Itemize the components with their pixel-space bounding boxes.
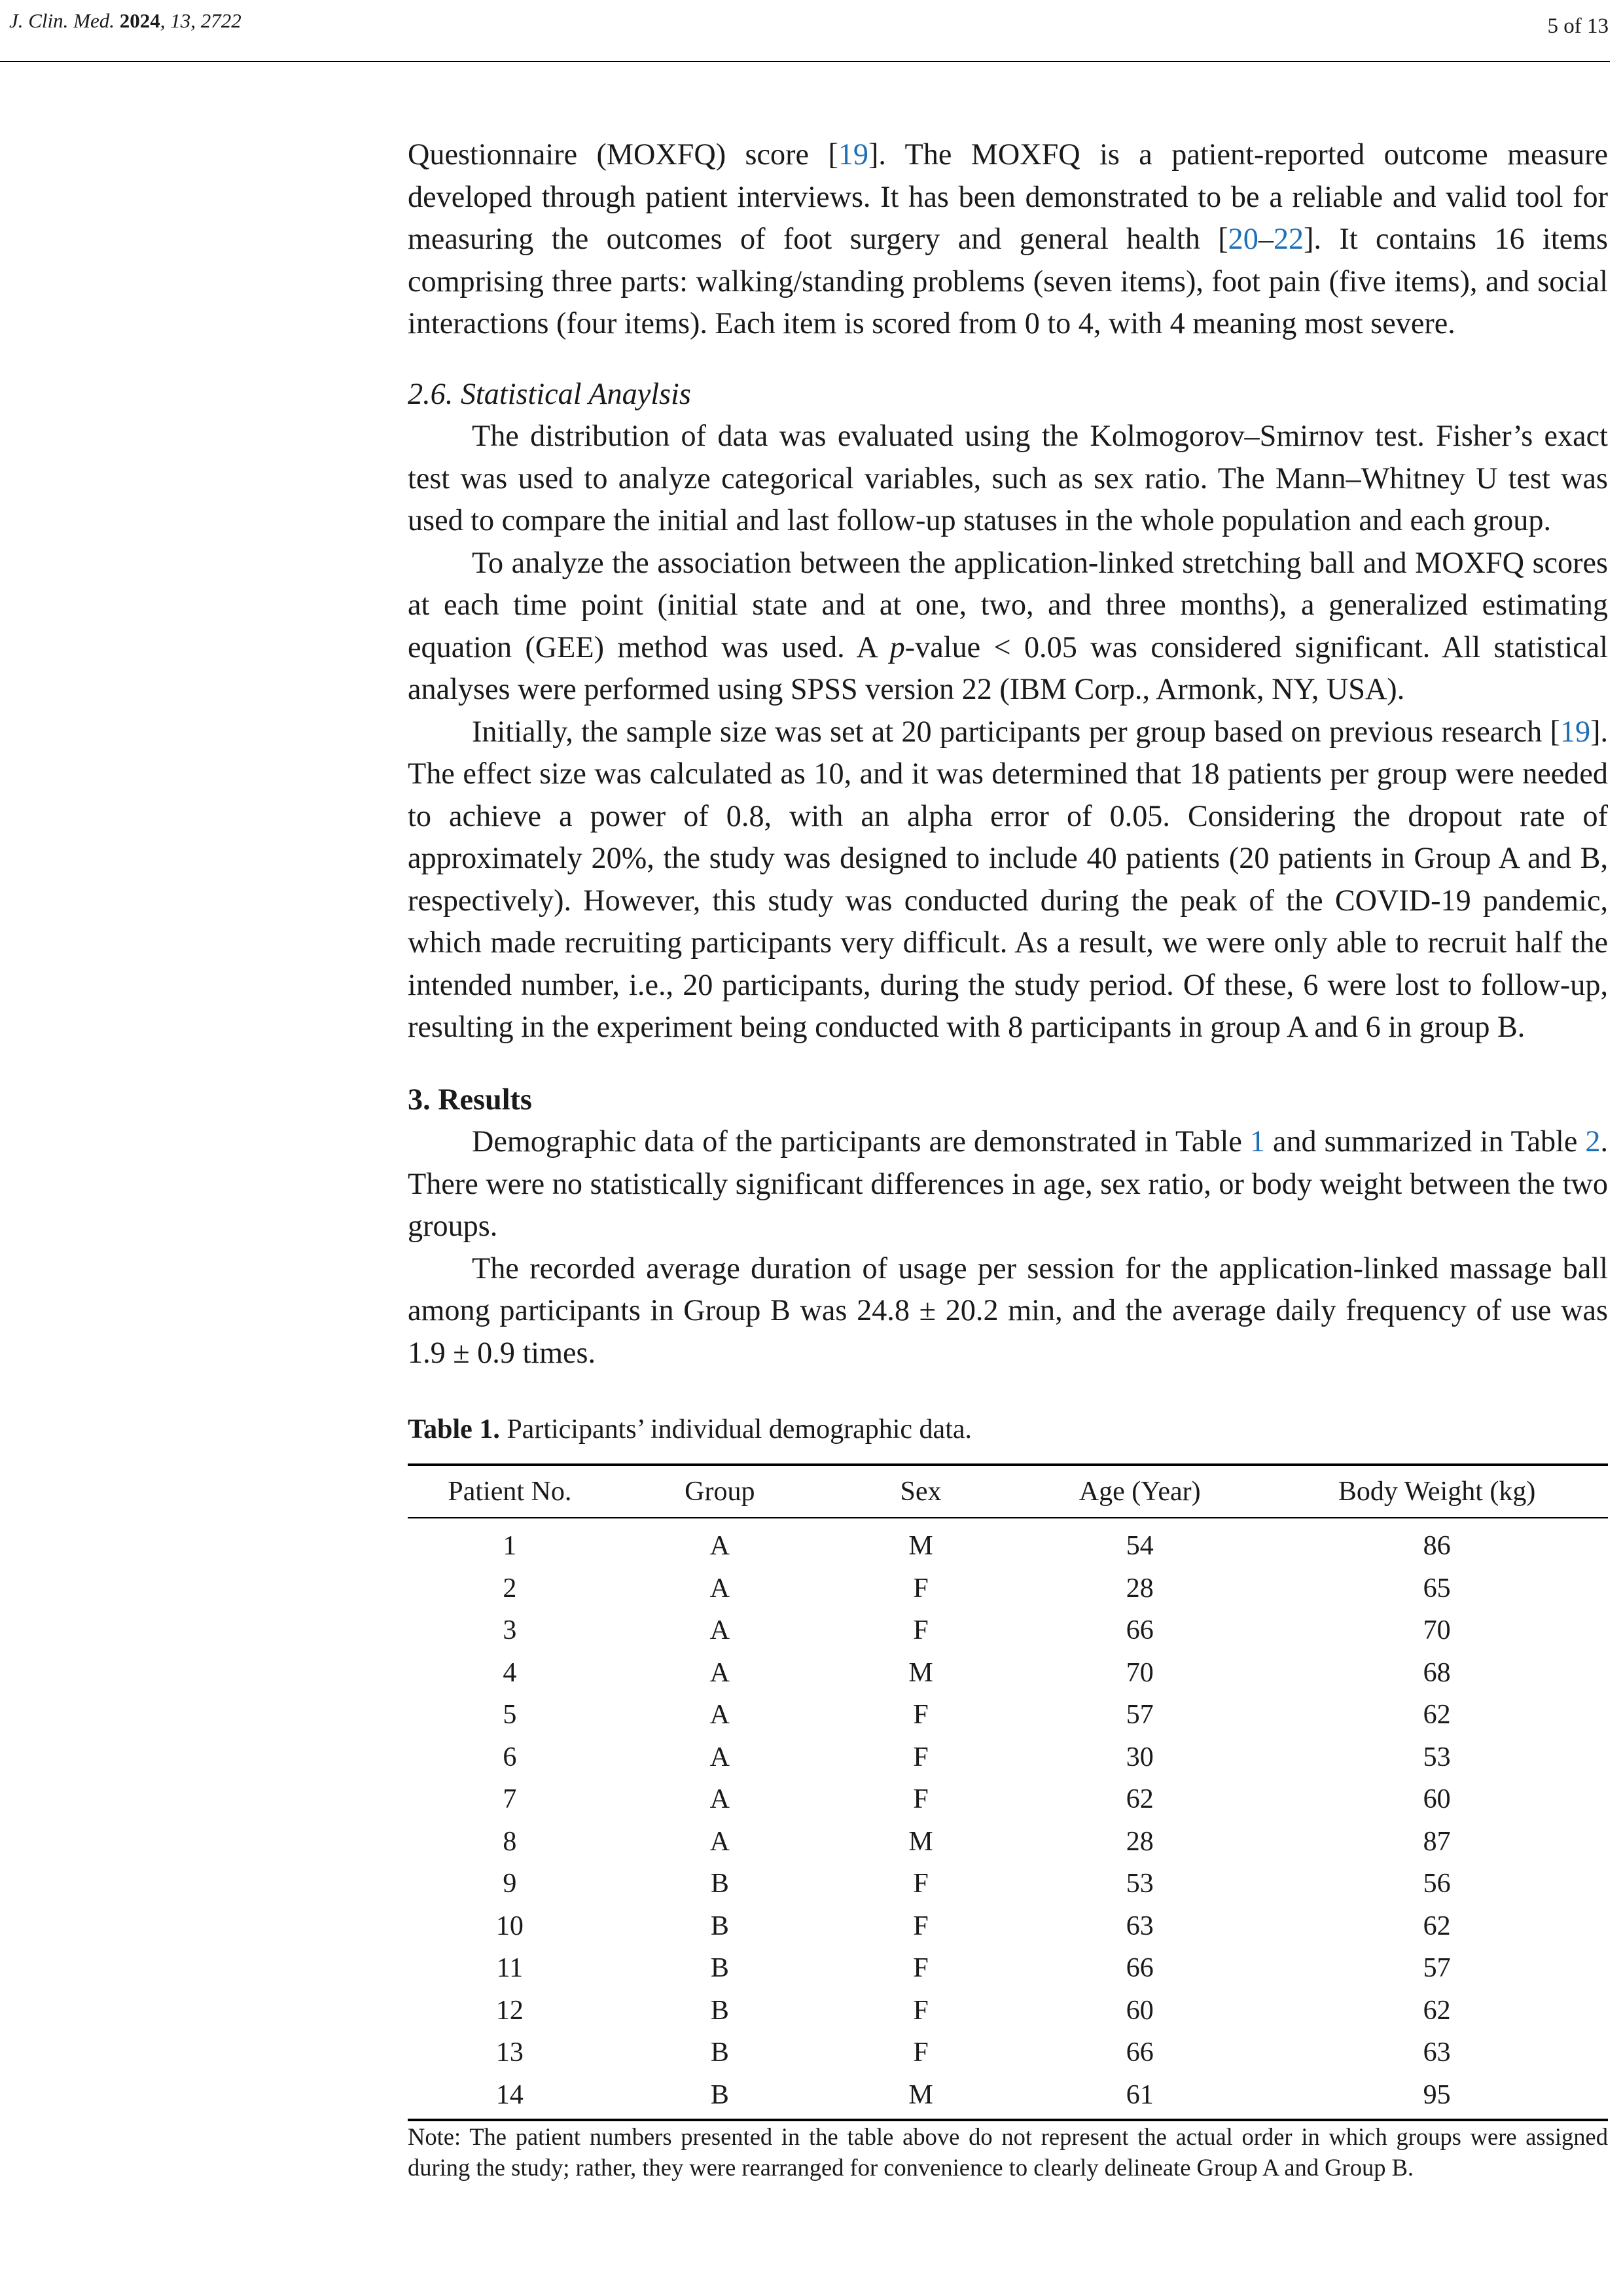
column-header: Body Weight (kg) bbox=[1266, 1465, 1608, 1518]
table-caption-text: Participants’ individual demographic data. bbox=[499, 1414, 972, 1444]
table-cell: 70 bbox=[1423, 1615, 1451, 1645]
reference-link[interactable]: 2 bbox=[1585, 1124, 1601, 1158]
table-row bbox=[408, 1609, 1608, 1652]
table-cell: 63 bbox=[1126, 1910, 1154, 1941]
table-cell: A bbox=[709, 1615, 730, 1645]
page-number: 5 of 13 bbox=[1547, 14, 1609, 38]
table-cell: 8 bbox=[503, 1826, 517, 1857]
table-cell: 4 bbox=[503, 1657, 517, 1688]
reference-link[interactable]: 19 bbox=[838, 137, 869, 171]
table-cell: 70 bbox=[1126, 1657, 1154, 1688]
table-row bbox=[408, 2032, 1608, 2074]
table-cell: 30 bbox=[1126, 1742, 1154, 1772]
table-cell: F bbox=[913, 1910, 929, 1941]
table-cell: 53 bbox=[1423, 1742, 1451, 1772]
table-row bbox=[408, 1990, 1608, 2032]
table-cell: 61 bbox=[1014, 2074, 1266, 2121]
table-row bbox=[408, 1652, 1608, 1695]
statistical-analysis-heading: 2.6. Statistical Anaylsis bbox=[408, 376, 691, 410]
table-cell: F bbox=[913, 1700, 929, 1730]
table-cell: 86 bbox=[1423, 1531, 1451, 1561]
table-row bbox=[408, 1694, 1608, 1736]
table-cell: 1 bbox=[503, 1531, 517, 1561]
table-cell: 5 bbox=[503, 1700, 517, 1730]
text-segment: – bbox=[1258, 222, 1274, 255]
table-row bbox=[408, 1518, 1608, 1568]
table-cell: 14 bbox=[408, 2074, 612, 2121]
table-row bbox=[408, 1863, 1608, 1905]
text-segment: To analyze the association between the application-linked stretching ball and MOXFQ scores at each time point (initial state and at one, two, and three months), a generalized estimating equation (GEE) method was used. A bbox=[408, 545, 1608, 664]
table-cell: 57 bbox=[1126, 1700, 1154, 1730]
running-header bbox=[9, 7, 241, 35]
column-header: Group bbox=[612, 1465, 828, 1518]
table-cell: A bbox=[709, 1700, 730, 1730]
table-cell: B bbox=[710, 1995, 729, 2026]
column-header: Sex bbox=[828, 1465, 1014, 1518]
table-cell: 95 bbox=[1266, 2074, 1608, 2121]
table-cell: 53 bbox=[1126, 1869, 1154, 1899]
table-cell: 7 bbox=[503, 1784, 517, 1814]
table-cell: 63 bbox=[1423, 2037, 1451, 2068]
table-cell: 3 bbox=[503, 1615, 517, 1645]
table-cell: 66 bbox=[1126, 2037, 1154, 2068]
stats-paragraph-1: The distribution of data was evaluated using the Kolmogorov–Smirnov test. Fisher’s exact test was used to analyze categorical variables, such as sex ratio. The Mann–Whitney U test was used to compare the initial and last follow-up statuses in the whole population and each group. bbox=[408, 419, 1608, 537]
journal-volume: , 13, 2722 bbox=[160, 9, 241, 32]
table-row bbox=[408, 1905, 1608, 1948]
text-segment: Questionnaire (MOXFQ) score [ bbox=[408, 137, 838, 171]
text-segment: -value < 0.05 was considered significant. All statistical analyses were performed using SPSS version 22 (IBM Corp., Armonk, NY, USA). bbox=[408, 630, 1608, 706]
journal-year: 2024 bbox=[119, 9, 160, 32]
table-cell: F bbox=[913, 1615, 929, 1645]
table-cell: 62 bbox=[1423, 1910, 1451, 1941]
table-cell: M bbox=[828, 2074, 1014, 2121]
table-row bbox=[408, 2074, 1608, 2121]
table-cell: A bbox=[709, 1784, 730, 1814]
text-segment: ]. The MOXFQ is a patient-reported outcome measure developed through patient interviews. It has been demonstrated to be a reliable and valid tool for measuring the outcomes of foot surgery and general health [ bbox=[408, 137, 1608, 255]
table-row bbox=[408, 1736, 1608, 1779]
table-cell: F bbox=[913, 1573, 929, 1604]
table-caption bbox=[408, 1410, 1608, 1449]
table-cell: M bbox=[908, 1657, 933, 1688]
reference-link[interactable]: 22 bbox=[1273, 222, 1304, 255]
table-cell: B bbox=[710, 2037, 729, 2068]
table-cell: A bbox=[709, 1742, 730, 1772]
table-cell: 66 bbox=[1126, 1615, 1154, 1645]
demographics-table bbox=[408, 1463, 1608, 2121]
results-paragraph-1 bbox=[408, 1121, 1608, 1247]
table-cell: 87 bbox=[1423, 1826, 1451, 1857]
table-cell: A bbox=[709, 1573, 730, 1604]
table-cell: 12 bbox=[495, 1995, 524, 2026]
moxfq-paragraph bbox=[408, 134, 1608, 345]
table-cell: F bbox=[913, 1995, 929, 2026]
table-cell: 68 bbox=[1423, 1657, 1451, 1688]
table-row bbox=[408, 1778, 1608, 1821]
table-cell: F bbox=[913, 1869, 929, 1899]
column-header: Age (Year) bbox=[1014, 1465, 1266, 1518]
table-cell: 57 bbox=[1423, 1953, 1451, 1983]
stats-paragraph-3 bbox=[408, 711, 1608, 1049]
table-header-row bbox=[408, 1465, 1608, 1518]
table-cell: 6 bbox=[503, 1742, 517, 1772]
table-cell: B bbox=[612, 2074, 828, 2121]
table-note: Note: The patient numbers presented in the table above do not represent the actual order in which groups were assigned during the study; rather, they were rearranged for convenience to clearly delineate Group A and Group B. bbox=[408, 2123, 1608, 2181]
text-segment: Demographic data of the participants are demonstrated in Table bbox=[472, 1124, 1250, 1158]
table-cell: B bbox=[710, 1869, 729, 1899]
table-cell: B bbox=[710, 1910, 729, 1941]
header-divider bbox=[0, 61, 1610, 62]
results-heading: 3. Results bbox=[408, 1082, 532, 1116]
text-segment: Initially, the sample size was set at 20 participants per group based on previous research [ bbox=[472, 714, 1560, 748]
results-paragraph-2: The recorded average duration of usage per session for the application-linked massage ball among participants in Group B was 24.8 ± 20.2 min, and the average daily frequency of use was 1.9 ± 0.9 times. bbox=[408, 1251, 1608, 1369]
table-cell: 60 bbox=[1126, 1995, 1154, 2026]
table-cell: 62 bbox=[1423, 1700, 1451, 1730]
table-cell: 11 bbox=[496, 1953, 524, 1983]
table-cell: M bbox=[908, 1531, 933, 1561]
table-cell: 13 bbox=[495, 2037, 524, 2068]
table-cell: B bbox=[710, 1953, 729, 1983]
table-cell: 66 bbox=[1126, 1953, 1154, 1983]
table-cell: 28 bbox=[1126, 1573, 1154, 1604]
text-segment: . There were no statistically significant differences in age, sex ratio, or body weight between the two groups. bbox=[408, 1124, 1609, 1242]
table-caption-label: Table 1. bbox=[408, 1414, 500, 1444]
table-cell: 28 bbox=[1126, 1826, 1154, 1857]
text-segment: and summarized in Table bbox=[1264, 1124, 1586, 1158]
reference-link[interactable]: 20 bbox=[1228, 222, 1258, 255]
journal-name: J. Clin. Med. bbox=[9, 9, 115, 32]
table-cell: 60 bbox=[1423, 1784, 1451, 1814]
text-segment: ]. The effect size was calculated as 10, and it was determined that 18 patients per group were needed to achieve a power of 0.8, with an alpha error of 0.05. Considering the dropout rate of approximately 20%, the study was designed to include 40 patients (20 patients in Group A and B, respectively). However, this study was conducted during the peak of the COVID-19 pandemic, which made recruiting participants very difficult. As a result, we were only able to recruit half the intended number, i.e., 20 participants, during the study period. Of these, 6 were lost to follow-up, resulting in the experiment being conducted with 8 participants in group A and 6 in group B. bbox=[408, 714, 1608, 1043]
reference-link[interactable]: 1 bbox=[1249, 1124, 1265, 1158]
article-body bbox=[408, 134, 1608, 2183]
table-cell: A bbox=[709, 1531, 730, 1561]
table-cell: 65 bbox=[1423, 1573, 1451, 1604]
table-cell: 56 bbox=[1423, 1869, 1451, 1899]
table-row bbox=[408, 1568, 1608, 1610]
table-cell: F bbox=[913, 2037, 929, 2068]
table-cell: F bbox=[913, 1742, 929, 1772]
table-cell: A bbox=[709, 1826, 730, 1857]
text-segment: ]. It contains 16 items comprising three parts: walking/standing problems (seven items), foot pain (five items), and social interactions (four items). Each item is scored from 0 to 4, with 4 meaning most severe. bbox=[408, 222, 1608, 340]
table-cell: 2 bbox=[503, 1573, 517, 1604]
table-cell: 10 bbox=[495, 1910, 524, 1941]
table-cell: M bbox=[908, 1826, 933, 1857]
italic-text: p bbox=[889, 630, 905, 664]
table-cell: A bbox=[709, 1657, 730, 1688]
table-cell: 9 bbox=[503, 1869, 517, 1899]
table-cell: F bbox=[913, 1784, 929, 1814]
reference-link[interactable]: 19 bbox=[1560, 714, 1591, 748]
column-header: Patient No. bbox=[408, 1465, 612, 1518]
table-cell: 54 bbox=[1126, 1531, 1154, 1561]
table-cell: F bbox=[913, 1953, 929, 1983]
table-row bbox=[408, 1947, 1608, 1990]
table-cell: 62 bbox=[1126, 1784, 1154, 1814]
table-cell: 62 bbox=[1423, 1995, 1451, 2026]
stats-paragraph-2 bbox=[408, 542, 1608, 711]
table-row bbox=[408, 1821, 1608, 1863]
